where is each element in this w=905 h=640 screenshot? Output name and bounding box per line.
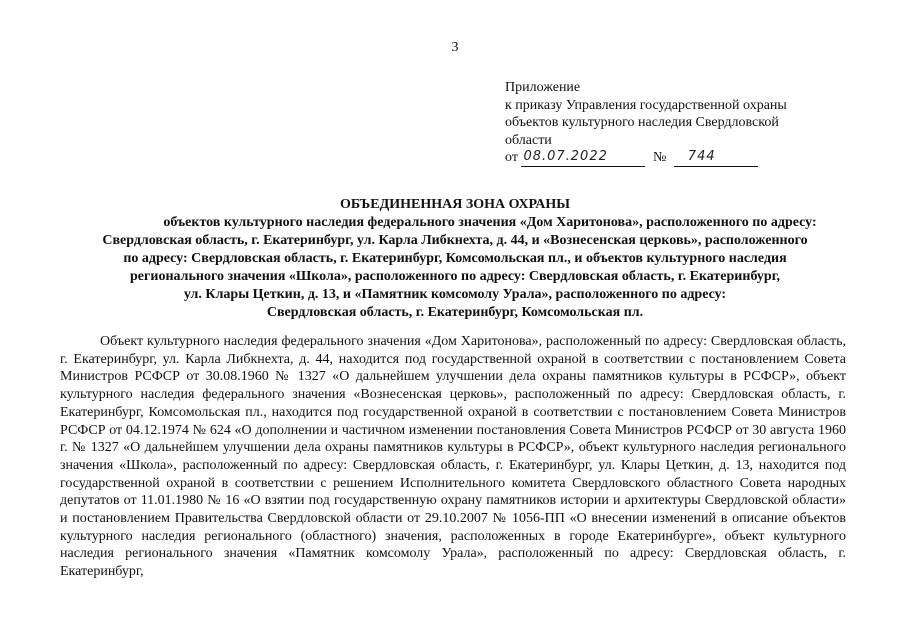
date-prefix: от (505, 150, 518, 165)
body-paragraph: Объект культурного наследия федерального значения «Дом Харитонова», расположенный по адресу: Свердловская область, г. Екатеринбург, ул. Карла Либкнехта, д. 44, находится под государственной охраной в соответствии с постановлением Совета Министров РСФСР от 30.08.1960 № 1327 «О дальнейшем улучшении дела охраны памятников культуры в РСФСР», объект культурного наследия федерального значения «Вознесенская церковь», расположенный по адресу: Свердловская область, г. Екатеринбург, Комсомольская пл., находится под государственной охраной в соответствии с постановлением Совета Министров РСФСР от 04.12.1974 № 624 «О дополнении и частичном изменении постановления Совета Министров РСФСР от 30 августа 1960 г. № 1327 «О дальнейшем улучшении дела охраны памятников культуры в РСФСР», объект культурного наследия регионального значения «Школа», расположенный по адресу: Свердловская область, г. Екатеринбург, ул. Клары Цеткин, д. 13, находится под государственной охраной в соответствии с решением Исполнительного комитета Свердловского областного Совета народных депутатов от 11.01.1980 № 16 «О взятии под государственную охрану памятников истории и архитектуры Свердловской области» и постановлением Правительства Свердловской области от 29.10.2007 № 1056-ПП «О внесении изменений в описание объектов культурного наследия регионального (областного) значения, расположенных в городе Екатеринбурге», объект культурного наследия регионального значения «Памятник комсомолу Урала», расположенный по адресу: Свердловская область, г. Екатеринбург, (60, 334, 846, 580)
date-field (521, 151, 645, 167)
number-field (674, 151, 758, 167)
title-line-1: ОБЪЕДИНЕННАЯ ЗОНА ОХРАНЫ (339, 197, 571, 212)
title-line-5: регионального значения «Школа», расположенного по адресу: Свердловская область, г. Екатеринбург, (130, 269, 780, 284)
appendix-region-line: области (505, 132, 552, 148)
appendix-header (505, 79, 845, 167)
number-prefix: № (652, 150, 667, 165)
appendix-date-number-line (505, 149, 845, 167)
handwritten-date: 08.07.2022 (523, 149, 608, 164)
appendix-label: Приложение (505, 80, 581, 95)
page-number: 3 (451, 40, 459, 55)
title-line-3: Свердловская область, г. Екатеринбург, ул. Карла Либкнехта, д. 44, и «Вознесенская церковь», расположенного (102, 233, 808, 248)
title-line-6: ул. Клары Цеткин, д. 13, и «Памятник комсомолу Урала», расположенного по адресу: (183, 287, 727, 302)
appendix-order-line: к приказу Управления государственной охраны (505, 97, 787, 113)
document-body (60, 333, 846, 581)
title-line-4: по адресу: Свердловская область, г. Екатеринбург, Комсомольская пл., и объектов культурного наследия (123, 251, 787, 266)
appendix-authority-line: объектов культурного наследия Свердловской (505, 115, 779, 130)
document-title (60, 196, 850, 322)
handwritten-number: 744 (687, 149, 716, 164)
title-line-2: объектов культурного наследия федерального значения «Дом Харитонова», расположенного по адресу: (163, 215, 817, 230)
title-line-7: Свердловская область, г. Екатеринбург, Комсомольская пл. (266, 305, 644, 320)
